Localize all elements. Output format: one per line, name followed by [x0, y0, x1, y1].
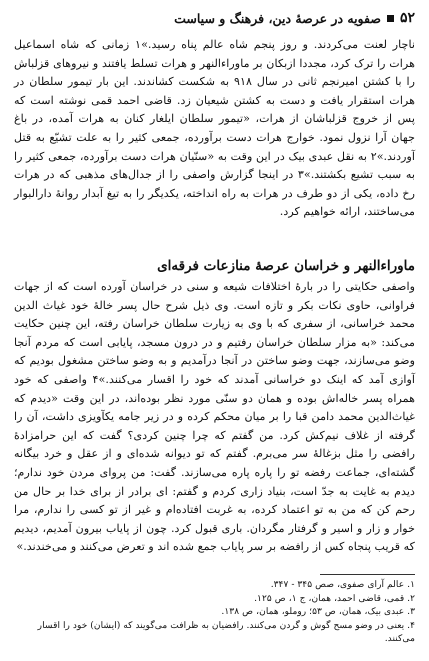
paragraph-intro — [14, 36, 415, 222]
footnote-2: ۲. قمی، قاضی احمد، همان، ج ۱، ص ۱۲۵. — [254, 592, 415, 604]
footnote-4-continuation: می‌کنند. — [384, 633, 415, 645]
running-title: صفویه در عرصهٔ دین، فرهنگ و سیاست — [174, 10, 381, 26]
footnote-1: ۱. عالم آرای صفوی، صص ۳۴۵ - ۳۴۷. — [270, 579, 415, 590]
page-number: ۵۲ — [399, 10, 415, 26]
paragraph-wasefi-story — [14, 278, 415, 557]
footnote-3: ۳. عبدی بیک، همان، ص ۵۳؛ روملو، همان، ص ۱۳۸. — [221, 606, 415, 618]
footnote-4: ۴. یعنی در وضو مسح گوش و گردن می‌کنند. رافضیان به ظرافت می‌گویند که (ایشان) خود را اقسار — [37, 619, 415, 631]
page-header — [14, 8, 415, 28]
footnotes — [14, 578, 415, 646]
section-heading: ماوراءالنهر و خراسان عرصهٔ منازعات فرقه‌ای — [157, 258, 415, 274]
paragraph-text: ناچار لعنت می‌کردند. و روز پنجم شاه عالم پناه رسید.»۱ زمانی که شاه اسماعیل هرات را ترک کرد، مجددا ازبکان بر ماوراءالنهر و هرات تسلط یافتند و نیروهای قزلباش را با کشتن امیرنجم ثانی در سال ۹۱۸ به شکست کشاندند. این بار تیمور سلطان در هرات استقرار یافت و دست به کشتن شیعیان زد. قاضی احمد قمی نوشته است که پس از خروج قزلباشان از هرات، «تیمور سلطان ایلغار کنان به هرات آمده، در باغ جهان آرا نزول نمود. خوارج هرات دست برآورده، جمعی کثیر را به علت تشیّع به قتل آوردند.»۲ به نقل عبدی بیک در این وقت به «سنّیان هرات دست برآورده، جمعی کثیر را به سبب تشیع بکشتند.»۳ در اینجا گزارش واصفی را از جدال‌های مذهبی که در هرات رخ داده، یکی از دو طرف در هرات به راه انداخته، یکدیگر را به تیغ آبدار روانهٔ دارالبوار می‌ساختند، ارائه خواهیم کرد. — [14, 38, 416, 219]
paragraph-text: واصفی حکایتی را در بارهٔ اختلافات شیعه و سنی در خراسان آورده است که از جهات فراوانی، حاوی نکات بکر و تازه است. وی ذیل شرح حال پسر خالهٔ خود غیاث الدین محمد خراسانی، از سفری که با وی به زیارت سلطان خراسان رفته، این چنین حکایت می‌کند: «به مزار سلطان خراسان رفتیم و در درون مسجد، پایابی است که مردم آنجا وضو می‌سازند، جهت وضو ساختن در آنجا درآمدیم و به وضو ساختن مشغول بودیم که آوازی آمد که اینک دو خراسانی آمدند که خود را اقسار می‌کنند.»۴ واصفی که خود همراه پسر خاله‌اش بوده و همان دو سنّی مورد نظر بوده‌اند، در این وقت «دیدم که غیاث‌الدین محمد دامن قبا را بر میان محکم کرده و در زیر جامه یکآویزی داشت، آن را گرفته از غلاف نیم‌کش کرد. من گفتم که چرا چنین کردی؟ گفت که این حرامزادهٔ رافضی را مثل بزغالهٔ سر می‌برم. گفتم که تو دیوانه شده‌ای و از عقل و خرد بیگانه گشته‌ای، جماعت رفضه تو را پاره پاره می‌سازند. گفت: من پروای مردن خود ندارم؛ دیدم به غایت به جدّ است، بنیاد زاری کردم و گفتم: ای برادر از برای خدا بر حال من رحم کن که من به تو اعتماد کرده، به غربت افتاده‌ام و غیر از تو کسی را ندارم، مرا خوار و زار و اسیر و گرفتار مگردان. باری قبول کرد. چون از پایاب بیرون آمدیم، دیدیم که قریب پنجاه کس از رافضه بر سر پایاب جمع شده اند و تعرض می‌کنند و می‌خندند.» — [14, 280, 416, 554]
square-bullet-icon — [387, 15, 394, 22]
footnote-divider — [320, 574, 415, 575]
